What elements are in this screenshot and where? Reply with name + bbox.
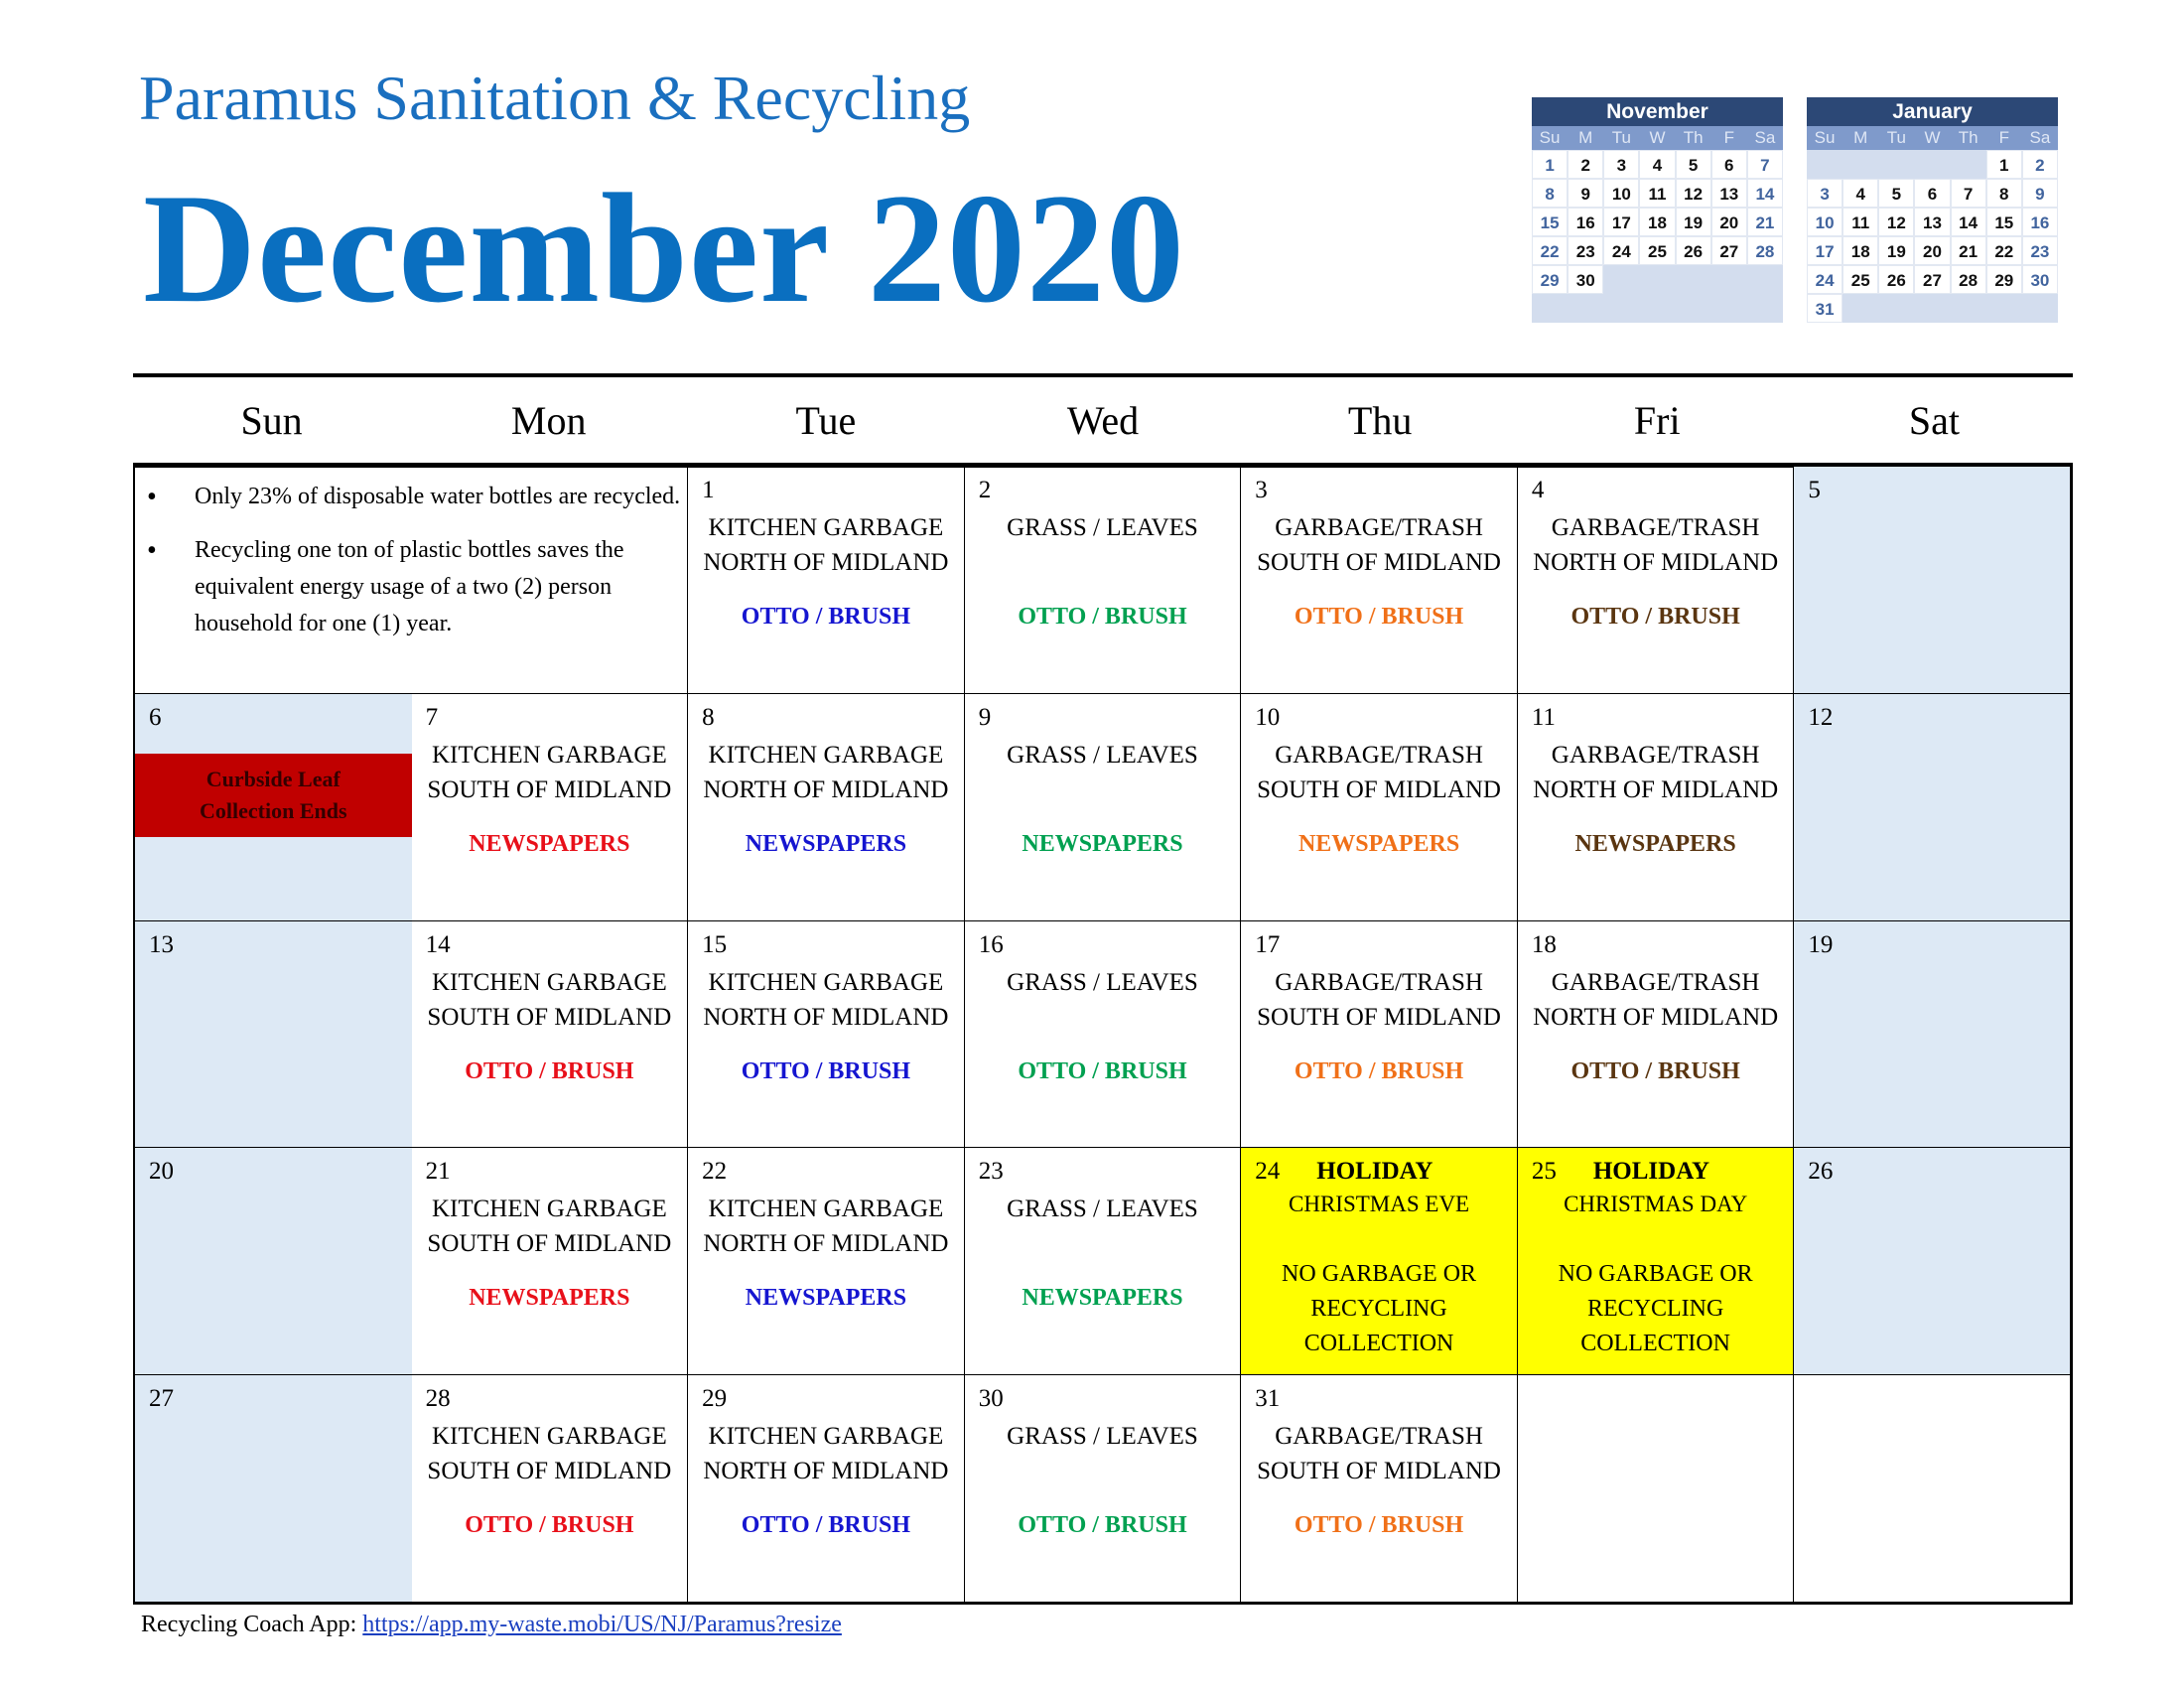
app-link[interactable]: https://app.my-waste.mobi/US/NJ/Paramus?resize — [362, 1612, 842, 1637]
collection-area: NORTH OF MIDLAND — [703, 1230, 949, 1258]
mini-day: 5 — [1676, 150, 1711, 179]
mini-day: 16 — [1568, 208, 1603, 236]
weekday-sat: Sat — [1908, 398, 1960, 443]
day-number: 5 — [1808, 477, 1821, 503]
mini-day: 23 — [1568, 236, 1603, 265]
mini-day: 9 — [2022, 179, 2058, 208]
collection-type — [688, 510, 964, 580]
mini-empty — [1532, 294, 1568, 323]
collection-label: NEWSPAPERS — [469, 1285, 630, 1312]
collection-label: OTTO / BRUSH — [1018, 1512, 1187, 1539]
day-cell-13 — [135, 921, 412, 1149]
collection-type — [965, 1192, 1241, 1226]
mini-day: 11 — [1639, 179, 1675, 208]
weekday-wed: Wed — [1066, 398, 1140, 443]
mini-day: 5 — [1878, 179, 1914, 208]
day-number: 19 — [1808, 930, 1834, 958]
subtitle: Paramus Sanitation & Recycling — [139, 63, 971, 133]
collection-line: KITCHEN GARBAGE — [431, 1423, 667, 1451]
mini-day: 24 — [1807, 265, 1843, 294]
mini-month-title: January — [1807, 97, 2058, 126]
day-cell-20 — [135, 1148, 412, 1375]
banner-line: Curbside Leaf — [205, 766, 341, 791]
collection-line: GARBAGE/TRASH — [1275, 968, 1483, 996]
day-number: 1 — [702, 477, 715, 503]
collection-label: OTTO / BRUSH — [465, 1512, 634, 1539]
collection-area: SOUTH OF MIDLAND — [427, 1003, 672, 1031]
footer — [141, 1612, 842, 1638]
mini-day: 20 — [1914, 236, 1950, 265]
collection-line: KITCHEN GARBAGE — [708, 741, 944, 769]
mini-weekday: Th — [1951, 126, 1986, 150]
mini-grid — [1807, 126, 2058, 323]
mini-empty — [1914, 150, 1950, 179]
mini-empty — [1639, 294, 1675, 323]
collection-type — [1241, 510, 1517, 580]
notice-line: NO GARBAGE OR — [1282, 1261, 1477, 1288]
day-number: 16 — [978, 930, 1004, 958]
day-cell-12 — [1794, 694, 2071, 921]
calendar-grid — [133, 467, 2073, 1605]
collection-area: SOUTH OF MIDLAND — [1257, 775, 1501, 803]
mini-day: 15 — [1532, 208, 1568, 236]
mini-day: 17 — [1603, 208, 1639, 236]
day-number: 14 — [425, 930, 451, 958]
collection-type — [965, 965, 1241, 1000]
empty-cell — [1794, 1375, 2071, 1603]
collection-label: OTTO / BRUSH — [465, 1057, 634, 1084]
mini-empty — [1878, 294, 1914, 323]
mini-day: 24 — [1603, 236, 1639, 265]
mini-empty — [1951, 150, 1986, 179]
mini-empty — [1914, 294, 1950, 323]
collection-area: NORTH OF MIDLAND — [1533, 549, 1779, 576]
collection-line: KITCHEN GARBAGE — [708, 968, 944, 996]
collection-line: GARBAGE/TRASH — [1275, 741, 1483, 769]
collection-label: OTTO / BRUSH — [1570, 1057, 1740, 1084]
day-number: 3 — [1255, 477, 1268, 503]
mini-day: 4 — [1639, 150, 1675, 179]
notice-line: COLLECTION — [1580, 1331, 1730, 1357]
mini-empty — [1843, 294, 1878, 323]
day-number: 22 — [702, 1158, 728, 1186]
mini-day: 22 — [1532, 236, 1568, 265]
holiday-label: HOLIDAY — [1592, 1158, 1710, 1186]
collection-type — [688, 1419, 964, 1488]
collection-label: NEWSPAPERS — [1022, 830, 1183, 857]
collection-area: SOUTH OF MIDLAND — [1257, 1458, 1501, 1485]
day-cell-30 — [965, 1375, 1242, 1603]
mini-weekday: Th — [1676, 126, 1711, 150]
mini-day: 10 — [1807, 208, 1843, 236]
mini-day: 8 — [1986, 179, 2022, 208]
tips-cell — [135, 467, 688, 694]
mini-day: 6 — [1711, 150, 1747, 179]
mini-weekday: W — [1639, 126, 1675, 150]
collection-type — [412, 1192, 688, 1261]
mini-empty — [1639, 265, 1675, 294]
mini-weekday: Su — [1532, 126, 1568, 150]
mini-day: 6 — [1914, 179, 1950, 208]
collection-line: GARBAGE/TRASH — [1275, 1423, 1483, 1451]
mini-day: 14 — [1951, 208, 1986, 236]
day-cell-14 — [412, 921, 689, 1149]
weekday-sun: Sun — [240, 398, 303, 443]
day-number: 9 — [978, 703, 992, 731]
mini-empty — [1747, 265, 1783, 294]
weekday-fri: Fri — [1633, 398, 1681, 443]
collection-type — [1518, 965, 1794, 1035]
collection-label: OTTO / BRUSH — [741, 604, 911, 630]
day-cell-23 — [965, 1148, 1242, 1375]
mini-empty — [1711, 294, 1747, 323]
mini-empty — [1603, 294, 1639, 323]
collection-type — [1241, 965, 1517, 1035]
collection-type — [688, 738, 964, 807]
collection-line: GRASS / LEAVES — [1007, 1196, 1198, 1223]
holiday-label: HOLIDAY — [1316, 1158, 1433, 1186]
day-cell-16 — [965, 921, 1242, 1149]
day-cell-25 — [1518, 1148, 1795, 1375]
mini-weekday: Tu — [1878, 126, 1914, 150]
collection-line: GRASS / LEAVES — [1007, 514, 1198, 541]
day-number: 12 — [1808, 703, 1834, 731]
day-number: 27 — [149, 1385, 174, 1413]
notice-line: NO GARBAGE OR — [1558, 1261, 1753, 1288]
mini-day: 29 — [1532, 265, 1568, 294]
collection-label: OTTO / BRUSH — [1018, 1057, 1187, 1084]
banner-line: Collection Ends — [200, 797, 347, 823]
day-cell-27 — [135, 1375, 412, 1603]
mini-empty — [1676, 294, 1711, 323]
mini-day: 12 — [1676, 179, 1711, 208]
day-number: 8 — [702, 703, 715, 731]
day-cell-26 — [1794, 1148, 2071, 1375]
mini-day: 14 — [1747, 179, 1783, 208]
collection-line: GRASS / LEAVES — [1007, 741, 1198, 769]
mini-weekday: M — [1843, 126, 1878, 150]
mini-day: 3 — [1807, 179, 1843, 208]
collection-type — [1241, 738, 1517, 807]
weekday-thu: Thu — [1347, 398, 1413, 443]
day-cell-4 — [1518, 467, 1795, 694]
collection-line: KITCHEN GARBAGE — [431, 1196, 667, 1223]
day-cell-7 — [412, 694, 689, 921]
mini-empty — [1843, 150, 1878, 179]
collection-area: NORTH OF MIDLAND — [1533, 1003, 1779, 1031]
empty-cell — [1518, 1375, 1795, 1603]
page-title: December 2020 — [143, 162, 1185, 336]
collection-area: NORTH OF MIDLAND — [703, 775, 949, 803]
mini-day: 21 — [1951, 236, 1986, 265]
collection-label: OTTO / BRUSH — [1294, 604, 1464, 630]
day-cell-21 — [412, 1148, 689, 1375]
collection-area: SOUTH OF MIDLAND — [1257, 549, 1501, 576]
mini-day: 10 — [1603, 179, 1639, 208]
collection-area: SOUTH OF MIDLAND — [427, 1458, 672, 1485]
collection-type — [688, 965, 964, 1035]
notice-line: COLLECTION — [1303, 1331, 1454, 1357]
day-cell-11 — [1518, 694, 1795, 921]
collection-line: GARBAGE/TRASH — [1551, 514, 1760, 541]
mini-weekday: W — [1914, 126, 1950, 150]
collection-line: GRASS / LEAVES — [1007, 1423, 1198, 1451]
mini-weekday: Su — [1807, 126, 1843, 150]
day-number: 2 — [978, 477, 992, 503]
day-cell-10 — [1241, 694, 1518, 921]
day-number: 21 — [425, 1158, 451, 1186]
day-cell-8 — [688, 694, 965, 921]
day-number: 29 — [702, 1385, 728, 1413]
collection-label: NEWSPAPERS — [469, 830, 630, 857]
collection-line: KITCHEN GARBAGE — [431, 968, 667, 996]
mini-day: 9 — [1568, 179, 1603, 208]
collection-type — [412, 1419, 688, 1488]
day-number: 24 — [1255, 1158, 1281, 1186]
mini-weekday: Tu — [1603, 126, 1639, 150]
mini-day: 7 — [1951, 179, 1986, 208]
mini-day: 19 — [1676, 208, 1711, 236]
day-cell-9 — [965, 694, 1242, 921]
mini-empty — [1603, 265, 1639, 294]
mini-day: 21 — [1747, 208, 1783, 236]
day-number: 6 — [149, 703, 162, 731]
day-number: 15 — [702, 930, 728, 958]
collection-line: KITCHEN GARBAGE — [708, 1196, 944, 1223]
mini-day: 31 — [1807, 294, 1843, 323]
day-cell-3 — [1241, 467, 1518, 694]
footer-label: Recycling Coach App: — [141, 1612, 363, 1637]
day-cell-29 — [688, 1375, 965, 1603]
collection-type — [965, 1419, 1241, 1454]
mini-day: 13 — [1914, 208, 1950, 236]
collection-label: NEWSPAPERS — [1574, 830, 1736, 857]
mini-day: 12 — [1878, 208, 1914, 236]
day-number: 26 — [1808, 1158, 1834, 1186]
collection-type — [1518, 510, 1794, 580]
weekday-tue: Tue — [795, 398, 857, 443]
leaf-collection-banner — [135, 754, 412, 837]
mini-day: 11 — [1843, 208, 1878, 236]
notice-line: RECYCLING — [1310, 1296, 1447, 1323]
day-cell-5 — [1794, 467, 2071, 694]
day-number: 11 — [1531, 703, 1556, 731]
mini-calendar-november — [1532, 97, 1783, 323]
day-number: 20 — [149, 1158, 174, 1186]
day-cell-15 — [688, 921, 965, 1149]
mini-day: 22 — [1986, 236, 2022, 265]
day-number: 28 — [425, 1385, 451, 1413]
tip-item: • Only 23% of disposable water bottles are recycled. — [143, 479, 681, 515]
weekday-header — [133, 377, 2073, 465]
collection-area: NORTH OF MIDLAND — [703, 549, 949, 576]
day-number: 23 — [978, 1158, 1004, 1186]
collection-line: KITCHEN GARBAGE — [708, 1423, 944, 1451]
holiday-notice — [1241, 1257, 1517, 1361]
day-cell-28 — [412, 1375, 689, 1603]
mini-day: 1 — [1986, 150, 2022, 179]
mini-empty — [1986, 294, 2022, 323]
collection-label: OTTO / BRUSH — [1018, 604, 1187, 630]
mini-calendar-january — [1807, 97, 2058, 323]
mini-day: 8 — [1532, 179, 1568, 208]
day-number: 17 — [1255, 930, 1281, 958]
mini-empty — [1747, 294, 1783, 323]
day-cell-17 — [1241, 921, 1518, 1149]
collection-line: GARBAGE/TRASH — [1551, 968, 1760, 996]
mini-day: 27 — [1914, 265, 1950, 294]
collection-area: NORTH OF MIDLAND — [703, 1458, 949, 1485]
day-number: 25 — [1531, 1158, 1557, 1186]
collection-label: OTTO / BRUSH — [741, 1057, 911, 1084]
day-number: 7 — [425, 703, 439, 731]
mini-day: 3 — [1603, 150, 1639, 179]
collection-area: SOUTH OF MIDLAND — [427, 775, 672, 803]
mini-day: 16 — [2022, 208, 2058, 236]
collection-label: NEWSPAPERS — [1297, 830, 1460, 857]
collection-line: GRASS / LEAVES — [1007, 968, 1198, 996]
mini-empty — [1878, 150, 1914, 179]
mini-month-title: November — [1532, 97, 1783, 126]
collection-area: NORTH OF MIDLAND — [1533, 775, 1779, 803]
day-cell-6 — [135, 694, 412, 921]
collection-label: OTTO / BRUSH — [1570, 604, 1740, 630]
mini-day: 1 — [1532, 150, 1568, 179]
mini-empty — [1807, 150, 1843, 179]
day-cell-24 — [1241, 1148, 1518, 1375]
day-number: 18 — [1531, 930, 1557, 958]
mini-day: 28 — [1747, 236, 1783, 265]
mini-weekday: F — [1711, 126, 1747, 150]
mini-day: 26 — [1676, 236, 1711, 265]
mini-day: 29 — [1986, 265, 2022, 294]
day-number: 4 — [1531, 477, 1545, 503]
mini-day: 18 — [1843, 236, 1878, 265]
mini-grid — [1532, 126, 1783, 323]
mini-day: 28 — [1951, 265, 1986, 294]
collection-line: KITCHEN GARBAGE — [708, 514, 944, 541]
mini-day: 18 — [1639, 208, 1675, 236]
holiday-notice — [1518, 1257, 1794, 1361]
mini-weekday: M — [1568, 126, 1603, 150]
mini-day: 23 — [2022, 236, 2058, 265]
collection-line: GARBAGE/TRASH — [1551, 741, 1760, 769]
day-cell-31 — [1241, 1375, 1518, 1603]
holiday-name: CHRISTMAS EVE — [1289, 1192, 1470, 1217]
mini-empty — [1676, 265, 1711, 294]
collection-type — [412, 965, 688, 1035]
tip-item: • Recycling one ton of plastic bottles saves the equivalent energy usage of a two (2) person household for one (1) year. — [143, 532, 681, 642]
mini-day: 25 — [1843, 265, 1878, 294]
mini-day: 7 — [1747, 150, 1783, 179]
day-number: 31 — [1255, 1385, 1281, 1413]
mini-day: 27 — [1711, 236, 1747, 265]
collection-label: OTTO / BRUSH — [741, 1512, 911, 1539]
day-cell-18 — [1518, 921, 1795, 1149]
day-cell-1 — [688, 467, 965, 694]
collection-line: GARBAGE/TRASH — [1275, 514, 1483, 541]
collection-label: OTTO / BRUSH — [1294, 1512, 1464, 1539]
mini-day: 2 — [2022, 150, 2058, 179]
tips-list — [143, 479, 681, 659]
collection-area: SOUTH OF MIDLAND — [427, 1230, 672, 1258]
day-number: 10 — [1255, 703, 1281, 731]
mini-day: 13 — [1711, 179, 1747, 208]
mini-day: 15 — [1986, 208, 2022, 236]
mini-day: 26 — [1878, 265, 1914, 294]
day-number: 30 — [978, 1385, 1004, 1413]
collection-label: NEWSPAPERS — [745, 830, 907, 857]
collection-type — [1241, 1419, 1517, 1488]
mini-empty — [1951, 294, 1986, 323]
mini-day: 17 — [1807, 236, 1843, 265]
mini-weekday: Sa — [1747, 126, 1783, 150]
collection-area: SOUTH OF MIDLAND — [1257, 1003, 1501, 1031]
day-cell-22 — [688, 1148, 965, 1375]
collection-type — [1518, 738, 1794, 807]
mini-weekday: F — [1986, 126, 2022, 150]
collection-line: KITCHEN GARBAGE — [431, 741, 667, 769]
notice-line: RECYCLING — [1586, 1296, 1724, 1323]
day-number: 13 — [149, 930, 174, 958]
collection-label: NEWSPAPERS — [1022, 1285, 1183, 1312]
collection-label: OTTO / BRUSH — [1294, 1057, 1464, 1084]
mini-empty — [2022, 294, 2058, 323]
mini-day: 25 — [1639, 236, 1675, 265]
mini-weekday: Sa — [2022, 126, 2058, 150]
mini-day: 30 — [1568, 265, 1603, 294]
mini-day: 2 — [1568, 150, 1603, 179]
mini-day: 20 — [1711, 208, 1747, 236]
mini-empty — [1711, 265, 1747, 294]
mini-day: 4 — [1843, 179, 1878, 208]
day-cell-19 — [1794, 921, 2071, 1149]
collection-type — [412, 738, 688, 807]
holiday-name: CHRISTMAS DAY — [1564, 1192, 1748, 1217]
collection-type — [965, 510, 1241, 545]
mini-day: 30 — [2022, 265, 2058, 294]
collection-type — [965, 738, 1241, 773]
mini-day: 19 — [1878, 236, 1914, 265]
collection-label: NEWSPAPERS — [745, 1285, 907, 1312]
collection-area: NORTH OF MIDLAND — [703, 1003, 949, 1031]
day-cell-2 — [965, 467, 1242, 694]
mini-empty — [1568, 294, 1603, 323]
collection-type — [688, 1192, 964, 1261]
weekday-mon: Mon — [510, 398, 587, 443]
